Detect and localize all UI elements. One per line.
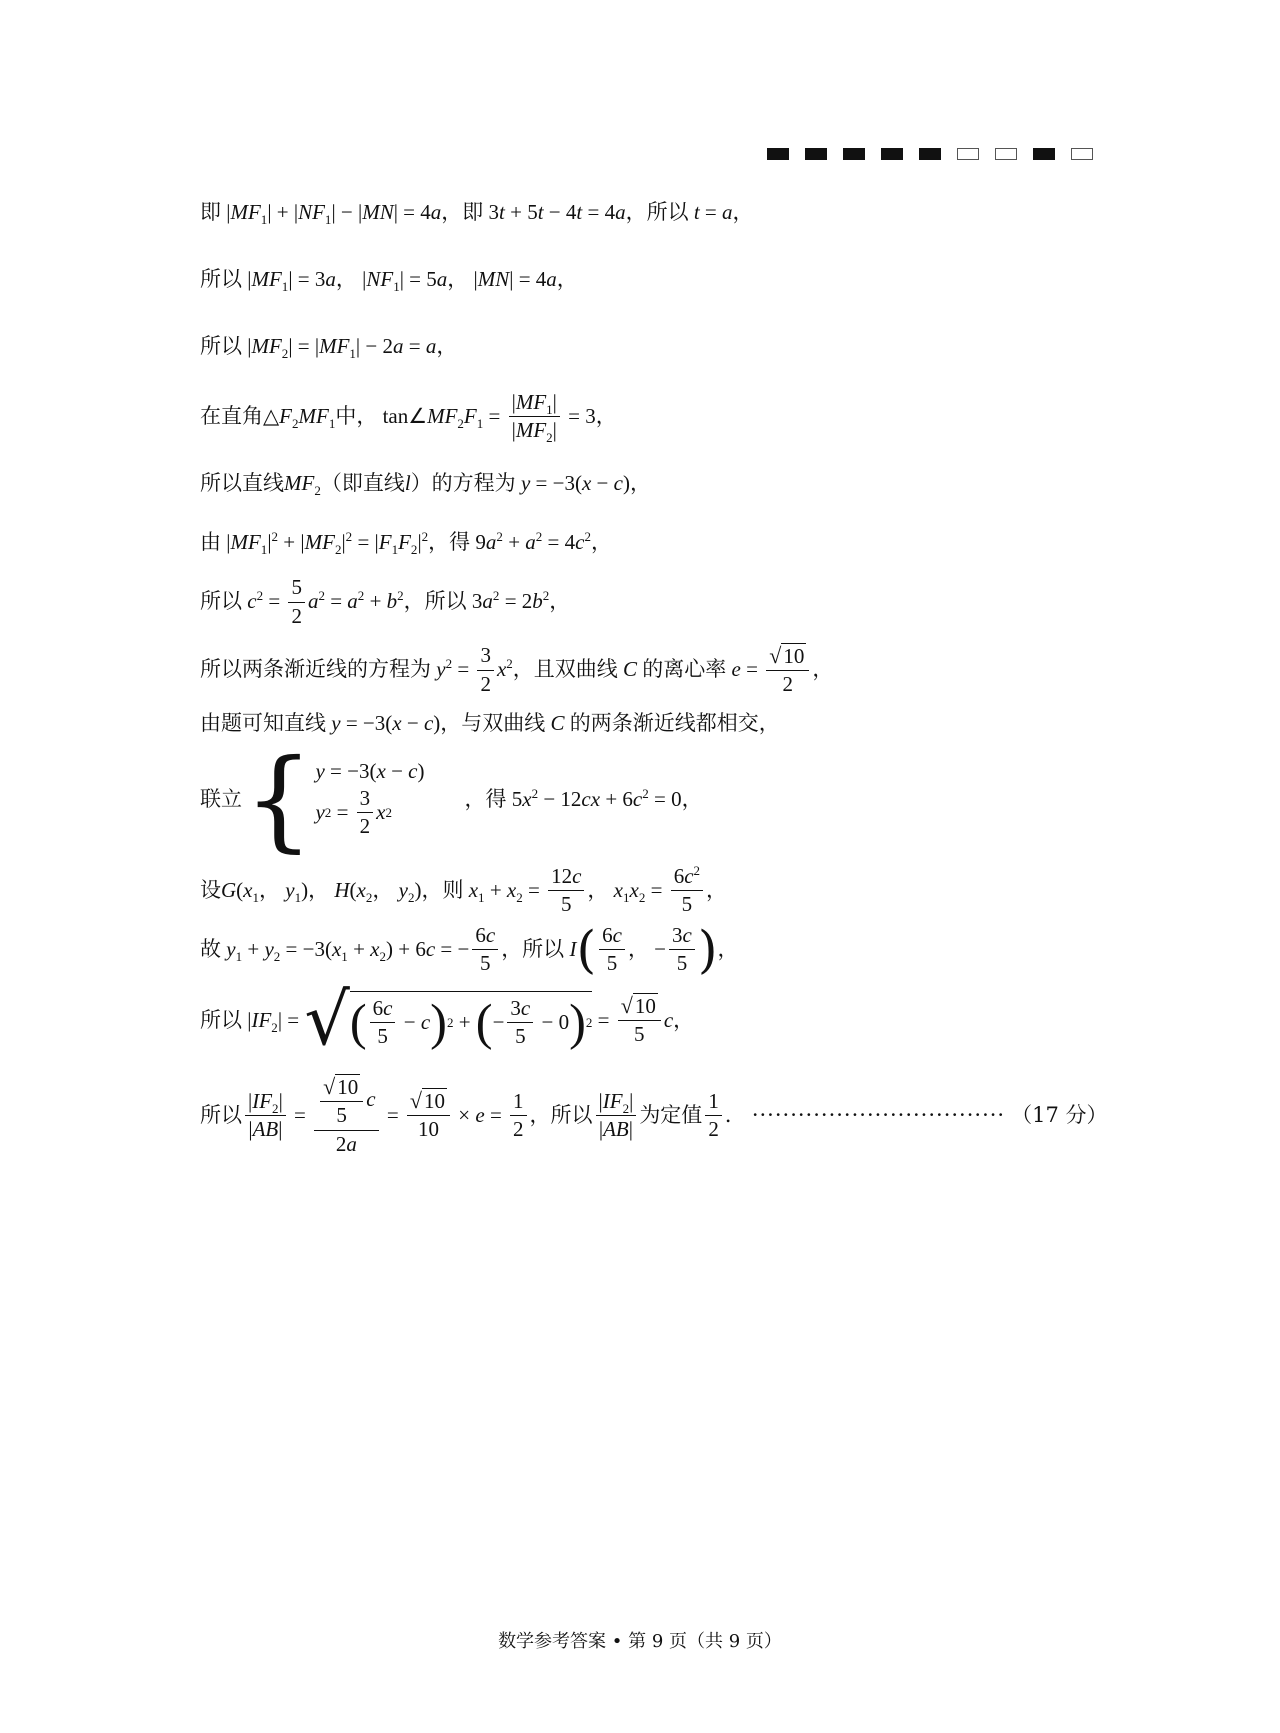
text-she: 设 xyxy=(200,877,221,902)
solution-line-4: 在直角 $\triangle F_2MF_1$ 中， $\tan\angle MF_2F_1$ = $\frac{|MF_1|}{|MF_2|}$ = 3 ， xyxy=(200,389,617,445)
solution-line-5: 所以直线 $MF_2$ （即直线 l ）的方程为 y = −3(x − c) ， xyxy=(200,470,651,499)
text-suoyi: 所以 xyxy=(200,1007,242,1032)
text-comma: ， xyxy=(595,403,617,428)
text-comma: ， xyxy=(436,334,458,359)
text-gu: 故 xyxy=(200,937,221,962)
text-comma: ， xyxy=(629,470,651,495)
text-comma-suoyi: ，所以 xyxy=(625,200,689,224)
text-comma-ji: ，即 xyxy=(441,200,484,224)
header-mark-empty xyxy=(1071,148,1093,160)
header-mark-filled xyxy=(805,148,827,160)
solution-line-14: 所以 $\frac{|IF_2|}{|AB|}$ = √ 10 5 c 2a = √ 10 10 × e = $\frac{1}{2}$ ，所以 $\frac{|IF_2|}{|AB|}$ 为定值 $\frac{1}{2}$ ． ································· （17 分） xyxy=(200,1073,1108,1156)
solution-line-2: 所以 $|MF_1| = 3a$， $|NF_1| = 5a$， |MN| = 4a ， xyxy=(200,267,578,295)
score-label: （17 分） xyxy=(1011,1102,1108,1127)
text-l9-mid: ，与双曲线 xyxy=(440,711,546,736)
text-l9-pre: 由题可知直线 xyxy=(200,711,326,736)
solution-line-12: 故 $y_1 + y_2 = -3(x_1 + x_2) + 6c$ = − $\frac{6c}{5}$ ，所以 I ( $\frac{6c}{5}$ ， − $\frac{3c}{5}$ ) ， xyxy=(200,919,739,979)
text-comma-suoyi: ，所以 xyxy=(529,1102,593,1127)
solution-line-6: 由 $|MF_1|^2 + |MF_2|^2 = |F_1F_2|^2$ ，得 $9a^2 + a^2 = 4c^2$ ， xyxy=(200,529,612,558)
header-mark-filled xyxy=(767,148,789,160)
text-ji: 即 xyxy=(200,200,221,224)
solution-body xyxy=(200,200,1108,1157)
text-l9-post: 的两条渐近线都相交， xyxy=(569,711,780,736)
text-comma: ， xyxy=(590,530,612,555)
text-l8-mid: ，且双曲线 xyxy=(512,657,618,682)
text-l1-post: ）的方程为 xyxy=(410,470,516,495)
text-comma-suoyi: ，所以 xyxy=(501,937,565,962)
text-comma-suoyi: ，所以 xyxy=(403,589,467,614)
leader-dots: ································· xyxy=(751,1102,1006,1127)
solution-line-3: 所以 $|MF_2| = |MF_1| - 2a = a$ ， xyxy=(200,334,458,362)
solution-line-8: 所以两条渐近线的方程为 $y^2$ = $\frac{3}{2}$ $x^2$ ，且双曲线 C 的离心率 e = √ 10 2 ， xyxy=(200,642,834,697)
text-suoyi: 所以 xyxy=(200,1102,242,1127)
text-comma: ， xyxy=(673,1007,695,1032)
text-l1-pre: 所以直线 xyxy=(200,470,284,495)
solution-line-1: 即 $|MF_1| + |NF_1| - |MN| = 4a$ ，即 3t + 5t − 4t = 4a ，所以 t = a ， xyxy=(200,200,754,228)
solution-line-7: 所以 $c^2$ = $\frac{5}{2}$ $a^2 = a^2 + b^2$ ，所以 $3a^2 = 2b^2$ ， xyxy=(200,575,571,628)
header-mark-filled xyxy=(919,148,941,160)
text-comma: ， xyxy=(706,877,728,902)
text-comma: ， xyxy=(556,267,578,292)
text-comma: ， xyxy=(681,786,703,811)
text-l1-mid: （即直线 xyxy=(320,470,405,495)
text-zhong: 中， xyxy=(335,403,378,428)
header-mark-empty xyxy=(995,148,1017,160)
text-comma: ， xyxy=(812,657,834,682)
header-mark-filled xyxy=(843,148,865,160)
solution-line-10: 联立 { y = −3( x − c ) y 2 = $\frac{3}{2}$ x 2 ，得 $5x^2 - 12cx + 6c^2 = 0$ ， xyxy=(200,735,703,863)
text-l8-pre: 所以两条渐近线的方程为 xyxy=(200,657,431,682)
page-footer: 数学参考答案 • 第 9 页（共 9 页） xyxy=(498,1631,782,1652)
text-suoyi: 所以 xyxy=(200,334,242,359)
text-ze: ，则 xyxy=(421,877,464,902)
text-wei-dingzhi: 为定值 xyxy=(639,1102,703,1127)
header-mark-empty xyxy=(957,148,979,160)
text-comma: ， xyxy=(549,589,571,614)
text-comma: ， xyxy=(717,937,739,962)
text-l8-post: 的离心率 xyxy=(642,657,727,682)
text-comma: ， xyxy=(732,200,754,224)
text-lianli: 联立 xyxy=(200,786,242,811)
text-you: 由 xyxy=(200,530,221,555)
text-period: ． xyxy=(724,1102,746,1127)
text-suoyi: 所以 xyxy=(200,267,242,292)
text-zai-zhijiao: 在直角 xyxy=(200,403,263,428)
solution-line-9: 由题可知直线 y = −3(x − c) ，与双曲线 C 的两条渐近线都相交， xyxy=(200,711,780,736)
solution-line-11: 设 $G(x_1$， $y_1$)， $H(x_2$， $y_2$) ，则 $x_1 + x_2$ = $\frac{12c}{5}$ ， $x_1x_2$ = $\frac{6c^2}{5}$ ， xyxy=(200,862,728,916)
header-mark-filled xyxy=(1033,148,1055,160)
text-comma-de: ，得 xyxy=(428,530,471,555)
text-suoyi: 所以 xyxy=(200,589,242,614)
text-comma-de: ，得 xyxy=(464,786,507,811)
header-mark-filled xyxy=(881,148,903,160)
solution-line-13: 所以 $|IF_2|$ = √ ( $\frac{6c}{5}$ − c ) 2 + ( − $\frac{3c}{5}$ − 0 ) 2 = √ 10 5 c ， xyxy=(200,978,695,1062)
